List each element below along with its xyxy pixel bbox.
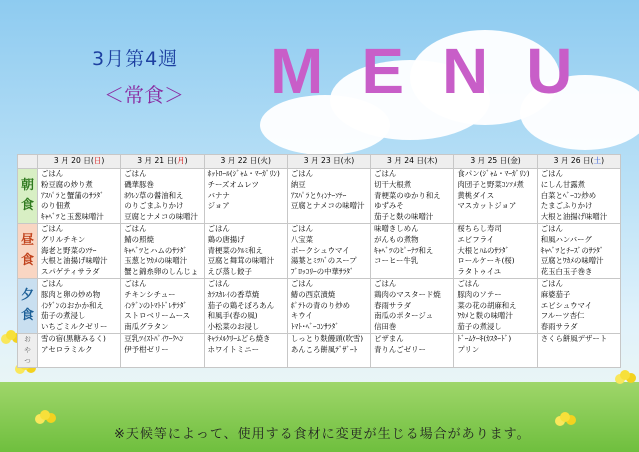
meal-label [18,223,38,278]
dish-item: ﾎｳﾚﾝ草の醤油和え [124,190,184,200]
dish-item [208,212,287,223]
dish-item: 桜ちらし寿司 [457,223,502,233]
day-meal-cell [371,169,454,224]
dish-item: マスカットジョア [457,201,517,211]
menu-type-label: ＜常食＞ [104,83,184,107]
dish-item: 伊予柑ゼリー [124,344,169,354]
notice-text: ※天候等によって、使用する食材に変更が生じる場合があります。 [114,427,531,442]
date-header [287,155,370,169]
dish-item: ﾄﾏﾄ･ﾍﾞｰｺﾝｻﾗﾀﾞ [290,322,339,332]
dish-item: 豆腐とナメコの味噌汁 [290,201,365,211]
dish-item: ラタトゥイユ [457,267,502,277]
day-meal-cell [204,169,287,224]
dish-item: ｷｬﾍﾞﾂと玉葱味噌汁 [41,212,104,222]
dish-item: 白菜とﾍﾞｰｺﾝ炒め [540,190,597,200]
dish-item: ごはん [124,169,147,178]
dish-item: 鶏肉のマスタード焼 [374,289,441,299]
date-text: 3 月 23 日(水) [303,156,355,165]
dish-item: プリン [457,344,480,354]
dish-item: 湯葉とﾐﾂﾊﾞのスープ [290,256,357,266]
day-meal-cell [287,333,370,367]
dish-item: フルーツ杏仁 [540,311,585,321]
meal-label-char: お [24,334,31,343]
dish-item: ごはん [290,223,314,233]
day-meal-cell [287,223,370,278]
date-tail: ) [601,156,605,165]
dish-item: ごはん [124,278,147,288]
meal-section-row [18,169,621,224]
dish-item: コーヒー牛乳 [374,256,419,266]
dish-item: ｶﾗｽｶﾚｲの香草焼 [207,289,260,299]
dish-item: ごはん [41,278,64,288]
dish-item: 春雨サラダ [540,322,578,332]
day-meal-cell [38,333,121,367]
weekday-text: 土 [593,156,602,165]
dish-item: 豆腐と舞茸の味噌汁 [207,256,275,266]
dish-item: 雪の宿(黒糖みるく) [41,333,106,343]
dish-item: ごはん [290,278,314,288]
day-meal-cell [371,333,454,367]
dish-item: 信田巻 [374,322,397,332]
meal-label-char: 朝 [20,177,34,193]
day-meal-cell [454,278,537,333]
dish-item: ストロベリームース [124,311,191,321]
dish-item: 鯖の照焼 [124,234,154,244]
meal-section-row [18,278,621,333]
day-meal-cell [121,223,204,278]
dish-item: 麻婆茄子 [540,289,571,299]
dish-item: ホワイトミニー [207,344,260,354]
date-text: 3 月 21 日( [137,156,178,165]
dish-item [541,345,620,356]
date-header [121,155,204,169]
meal-section-row [18,333,621,367]
dish-item: ごはん [290,169,314,178]
dish-item [457,212,536,223]
dish-item: 花玉白玉子巻き [540,267,593,277]
dish-item: ﾎｯﾄﾛｰﾙ(ｼﾞｬﾑ・ﾏｰｶﾞﾘﾝ) [207,169,280,178]
dish-item: ピザまん [374,333,404,343]
dish-item: 大根とﾊﾑのｻﾗﾀﾞ [457,245,510,255]
meal-label-char: 昼 [20,232,34,248]
date-text: 3 月 22 日(火) [220,156,271,165]
dish-item: ごはん [374,278,397,288]
dish-item: えび蒸し餃子 [207,267,252,277]
dish-item: 春雨サラダ [374,300,412,310]
dish-item: チーズオムレツ [207,179,259,189]
dish-item: 豆腐とﾜｶﾒの味噌汁 [540,256,604,266]
rapeseed-flower [40,410,50,420]
day-meal-cell [121,333,204,367]
rapeseed-flower [620,370,630,380]
dish-item: 鰆の西京漬焼 [290,289,336,299]
meal-label [18,333,38,367]
dish-item: 茄子と麩の味噌汁 [374,212,434,222]
meal-label-char: 食 [20,252,34,268]
dish-item: ジョア [207,201,230,211]
dish-item: 和風手(春の風) [207,311,258,321]
dish-item: 青梗菜のゆかり和え [374,190,441,200]
week-label: 3月第4週 [92,48,179,70]
dish-item: ごはん [207,223,230,233]
dish-item: バナナ [207,190,230,200]
dish-item: 海老と野菜のｿﾃｰ [41,245,97,255]
dish-item: ごはん [457,278,480,288]
dish-item: ごはん [374,169,397,178]
date-tail: ) [184,156,188,165]
day-meal-cell [371,278,454,333]
dish-item: ごはん [540,223,563,233]
dish-item: 八宝菜 [290,234,314,244]
dish-item: いちごミルクゼリー [41,322,108,332]
day-meal-cell [371,223,454,278]
dish-item: 茄子の煮浸し [457,322,502,332]
dish-item: 豆乳ﾂｲｽﾄﾊﾟｲﾜｰｸﾍﾝ [124,333,184,343]
dish-item: ごはん [540,169,563,178]
day-meal-cell [204,223,287,278]
dish-item [291,212,370,223]
weekday-text: 月 [177,156,185,165]
dish-item: 味噌きしめん [374,223,419,233]
dish-item: ﾌﾞﾛｯｺﾘｰの中華ｻﾗﾀﾞ [290,267,354,277]
dish-item: あんころ餅風ﾃﾞｻﾞｰﾄ [290,344,358,354]
meal-label [18,169,38,224]
dish-item: ｱｽﾊﾟﾗと蟹蒲のｻﾗﾀﾞ [41,190,104,200]
day-meal-cell [537,223,620,278]
date-header [371,155,454,169]
rapeseed-flower [560,412,570,422]
dish-item: にしん甘露煮 [540,179,586,189]
dish-item: のり佃煮 [41,201,71,211]
dish-item: ｷｬﾍﾞﾂのﾋﾟｰﾅﾂ和え [374,245,434,255]
dish-item: ｷｬﾍﾞﾂとハムのｻﾗﾀﾞ [124,245,188,255]
dish-item: 小松菜のお浸し [207,322,260,332]
meal-label-char: 夕 [20,287,34,303]
dish-item: キウイ [290,311,313,321]
dish-item: 粉豆腐の炒り煮 [41,179,93,189]
dish-item: 蟹と錦糸卵のしんじょ [124,267,199,277]
dish-item: さくら餅風デザート [540,333,608,343]
dish-item: 南瓜グラタン [124,322,169,332]
date-text: 3 月 25 日(金) [470,156,521,165]
dish-item: 玉葱とﾜｶﾒの味噌汁 [124,256,188,266]
date-text: 3 月 26 日( [553,156,594,165]
dish-item: ｲﾝｹﾞﾝのﾄﾏﾄﾄﾞﾚｻﾗﾀﾞ [124,300,188,310]
dish-item: ごはん [207,278,230,288]
meal-label-char: 食 [20,307,34,323]
meal-section-row [18,223,621,278]
dish-item: ｷｬﾍﾞﾂとﾁｰｽﾞのｻﾗﾀﾞ [540,245,604,255]
dish-item: 和風ハンバーグ [540,234,592,244]
dish-item: 大根と油揚げ味噌汁 [41,256,108,266]
day-meal-cell [454,169,537,224]
day-meal-cell [121,278,204,333]
dish-item: ごはん [41,169,64,178]
date-header-row [18,155,621,169]
dish-item: ｱｽﾊﾟﾗとｳｨﾝﾅｰｿﾃｰ [290,190,347,200]
dish-item: 磯華豚巻 [124,179,154,189]
dish-item: がんもの煮物 [374,234,419,244]
dish-item: ﾎﾟﾃﾄの青のり炒め [290,300,350,310]
dish-item: 南瓜のポタージュ [374,311,433,321]
dish-item: ごはん [124,223,147,233]
date-header [537,155,620,169]
dish-item: 茄子の煮浸し [41,311,86,321]
dish-item: スパゲティサラダ [41,267,100,277]
dish-item: 豚肉のソテー [457,289,502,299]
dish-item: ゆずみそ [374,201,404,211]
dish-item: ロールケーキ(桜) [457,256,515,266]
dish-item: 茄子の鶏そぼろあん [207,300,275,310]
meal-label-char: 食 [20,197,34,213]
dish-item: ｲﾝｹﾞﾝのおかか和え [41,300,104,310]
date-tail: ) [101,156,105,165]
dish-item: 青梗菜のｸﾙﾐ和え [207,245,263,255]
dish-item: 鶏の唐揚げ [207,234,245,244]
dish-item: アセロラミルク [41,344,93,354]
dish-item: ごはん [540,278,563,288]
date-header [454,155,537,169]
date-text: 3 月 20 日( [53,156,94,165]
dish-item: 菜の花の胡麻和え [457,300,517,310]
dish-item: エビフライ [457,234,495,244]
dish-item: エビシュウマイ [540,300,593,310]
weekday-text: 日 [93,156,102,165]
dish-item: チキンシチュー [124,289,176,299]
day-meal-cell [38,223,121,278]
dish-item: 豚肉と卵の炒め物 [41,289,101,299]
dish-item: グリルチキン [41,234,86,244]
menu-table [17,154,621,368]
dish-item: のりごまふりかけ [124,201,184,211]
rapeseed-flower [6,330,16,340]
day-meal-cell [38,278,121,333]
dish-item: 豆腐とナメコの味噌汁 [124,212,198,222]
day-meal-cell [287,169,370,224]
dish-item: ごはん [41,223,64,233]
day-meal-cell [287,278,370,333]
day-meal-cell [204,333,287,367]
menu-title: MENU [270,35,611,107]
day-meal-cell [454,223,537,278]
dish-item: ﾄﾞｰﾑｹｰｷ(ｶｽﾀｰﾄﾞ) [457,333,512,343]
dish-item [374,267,453,278]
day-meal-cell [38,169,121,224]
dish-item: ﾜｶﾒと麩の味噌汁 [457,311,513,321]
date-header [204,155,287,169]
meal-label [18,278,38,333]
day-meal-cell [204,278,287,333]
day-meal-cell [537,278,620,333]
dish-item: ｷｬﾗﾒﾙｸﾘｰﾑどら焼き [207,333,271,343]
day-meal-cell [537,333,620,367]
meal-label-char: つ [24,356,31,365]
date-text: 3 月 24 日(木) [387,156,438,165]
day-meal-cell [121,169,204,224]
dish-item: 切干大根煮 [374,179,412,189]
corner-cell [18,155,38,169]
dish-item: 青りんごゼリー [374,344,426,354]
dish-item: 大根と油揚げ味噌汁 [540,212,608,222]
dish-item: 食パン(ｼﾞｬﾑ・ﾏｰｶﾞﾘﾝ) [457,169,530,178]
meal-label-char: や [24,345,31,354]
day-meal-cell [454,333,537,367]
dish-item: しっとり麩饅頭(吹雪) [290,333,364,343]
date-header [38,155,121,169]
dish-item: 納豆 [290,179,306,189]
dish-item: ポークシュウマイ [290,245,350,255]
day-meal-cell [537,169,620,224]
dish-item: 肉団子と野菜ｺﾝｿﾒ煮 [457,179,524,189]
dish-item: 黄桃ダイス [457,190,495,200]
dish-item: たまごふりかけ [540,201,593,211]
